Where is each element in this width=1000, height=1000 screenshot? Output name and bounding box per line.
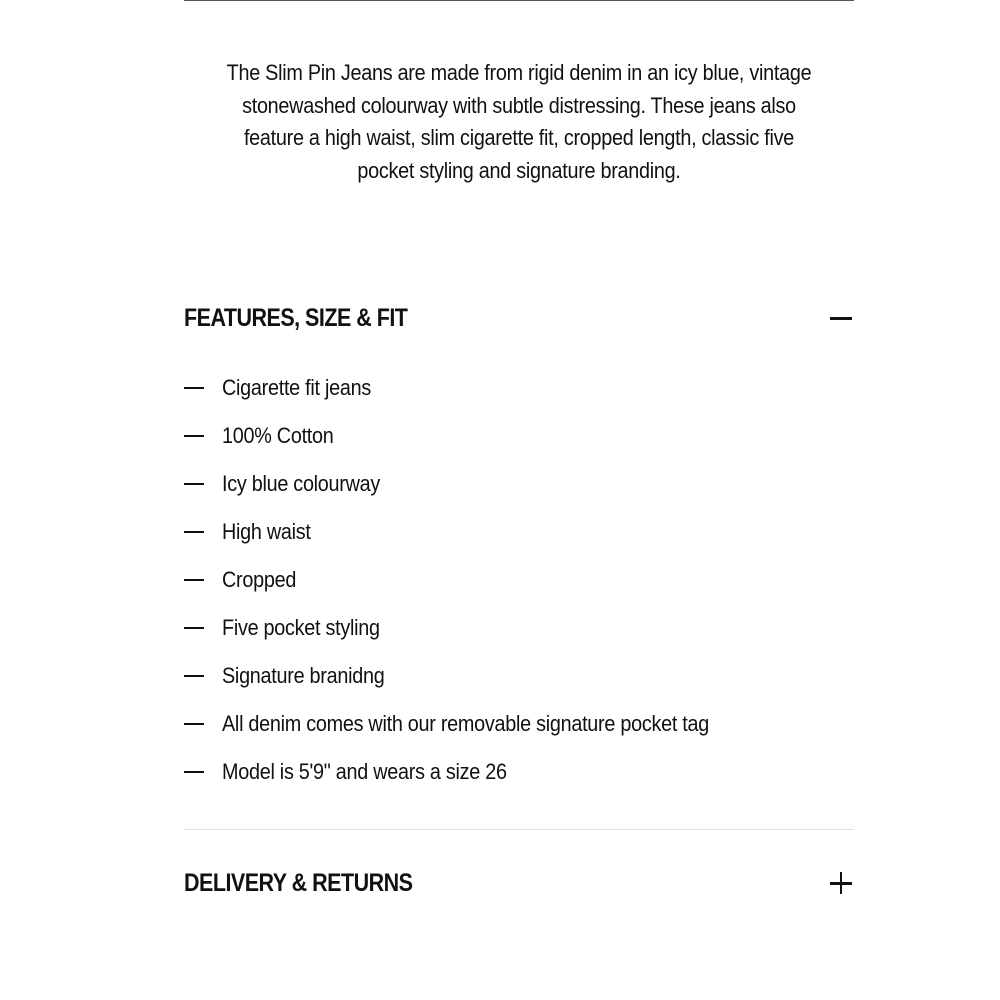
dash-bullet-icon xyxy=(184,723,204,725)
description-line: feature a high waist, slim cigarette fit, cropped length, classic five xyxy=(243,125,795,150)
list-item xyxy=(184,364,854,412)
list-item xyxy=(184,700,854,748)
plus-icon[interactable] xyxy=(828,870,854,896)
list-item-text: Cropped xyxy=(222,567,297,592)
delivery-returns-accordion-header[interactable] xyxy=(184,863,854,903)
section-title: DELIVERY & RETURNS xyxy=(184,868,413,897)
list-item xyxy=(184,412,854,460)
description-line: stonewashed colourway with subtle distressing. These jeans also xyxy=(242,92,796,118)
description-line: The Slim Pin Jeans are made from rigid denim in an icy blue, vintage xyxy=(226,60,812,85)
list-item-text: Cigarette fit jeans xyxy=(222,375,371,400)
dash-bullet-icon xyxy=(184,579,204,581)
list-item xyxy=(184,604,854,652)
dash-bullet-icon xyxy=(184,771,204,773)
features-list xyxy=(184,364,854,796)
dash-bullet-icon xyxy=(184,627,204,629)
list-item-text: Signature branidng xyxy=(222,663,385,688)
dash-bullet-icon xyxy=(184,531,204,533)
list-item-text: Icy blue colourway xyxy=(222,471,381,496)
top-divider xyxy=(184,0,854,1)
list-item-text: High waist xyxy=(222,519,311,544)
list-item xyxy=(184,508,854,556)
list-item-text: 100% Cotton xyxy=(222,423,334,448)
features-size-fit-accordion-header[interactable] xyxy=(184,298,854,338)
section-divider xyxy=(184,829,854,830)
description-line: pocket styling and signature branding. xyxy=(357,157,681,183)
list-item xyxy=(184,460,854,508)
list-item-text: All denim comes with our removable signature pocket tag xyxy=(222,711,709,736)
list-item xyxy=(184,652,854,700)
dash-bullet-icon xyxy=(184,483,204,485)
list-item-text: Model is 5'9" and wears a size 26 xyxy=(222,759,507,784)
list-item-text: Five pocket styling xyxy=(222,615,380,640)
product-description xyxy=(218,57,821,187)
minus-icon[interactable] xyxy=(828,305,854,331)
dash-bullet-icon xyxy=(184,675,204,677)
dash-bullet-icon xyxy=(184,387,204,389)
section-title: FEATURES, SIZE & FIT xyxy=(184,303,408,332)
list-item xyxy=(184,556,854,604)
list-item xyxy=(184,748,854,796)
dash-bullet-icon xyxy=(184,435,204,437)
